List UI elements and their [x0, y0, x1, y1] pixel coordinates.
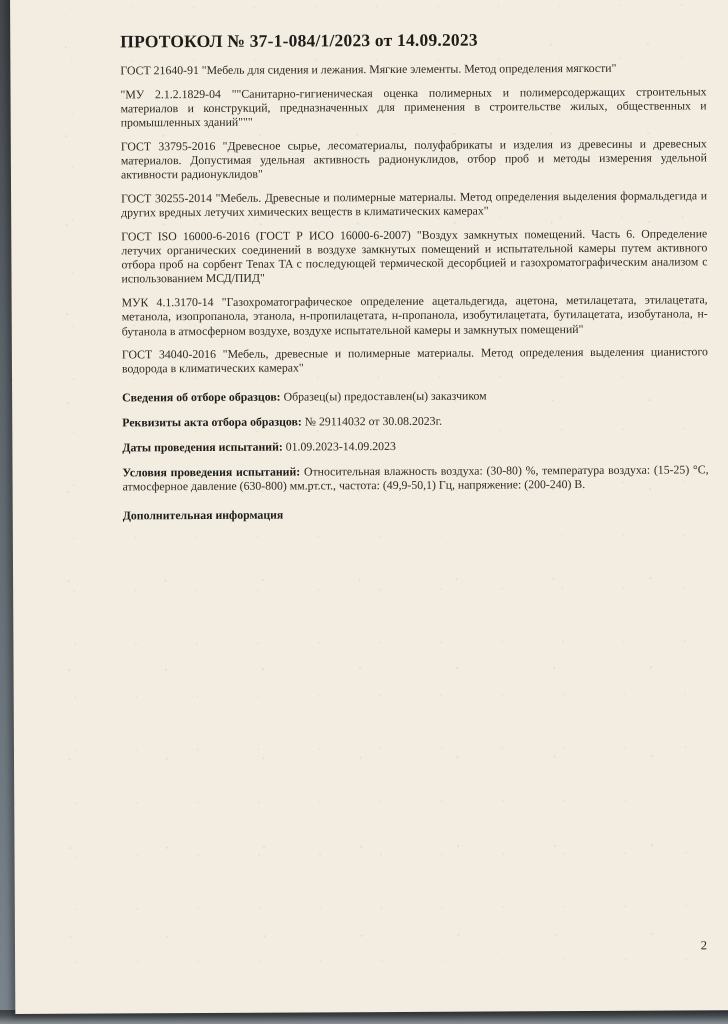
standard-paragraph: "МУ 2.1.2.1829-04 ""Санитарно-гигиеническая оценка полимерных и полимерсодержащих строительных материалов и конструкций, предназначенных для применения в строительстве жилых, общественных и промышленных зданий"""	[120, 84, 707, 130]
standard-paragraph: МУК 4.1.3170-14 "Газохроматографическое определение ацетальдегида, ацетона, метилацетата, этилацетата, метанола, изопропанола, этанола, н-пропилацетата, н-пропанола, изобутилацетата, бутилацетата, изобутанола, н-бутанола в атмосферном воздухе, воздухе испытательной камеры и замкнутых помещений"	[121, 292, 708, 338]
field-value: 01.09.2023-14.09.2023	[285, 439, 396, 454]
field-value: Образец(ы) предоставлен(ы) заказчиком	[283, 388, 487, 404]
standard-paragraph: ГОСТ 30255-2014 "Мебель. Древесные и полимерные материалы. Метод определения выделения формальдегида и других вредных летучих химических веществ в климатических камерах"	[121, 188, 708, 220]
field-test-dates	[122, 437, 708, 454]
standard-paragraph: ГОСТ 34040-2016 "Мебель, древесные и полимерные материалы. Метод определения выделения цианистого водорода в климатических камерах"	[121, 344, 708, 376]
document-page	[10, 0, 728, 1014]
field-sampling-act	[122, 412, 708, 429]
field-value: № 29114032 от 30.08.2023г.	[304, 413, 443, 429]
additional-info-heading: Дополнительная информация	[122, 507, 284, 523]
field-label: Даты проведения испытаний:	[122, 439, 283, 455]
details-block	[122, 387, 709, 494]
document-content	[10, 0, 728, 524]
page-number: 2	[700, 938, 708, 953]
field-label: Сведения об отборе образцов:	[122, 389, 281, 405]
field-sample-info	[122, 387, 708, 404]
standard-paragraph: ГОСТ ISO 16000-6-2016 (ГОСТ Р ИСО 16000-6-2007) "Воздух замкнутых помещений. Часть 6. Определение летучих органических соединений в воздухе замкнутых помещений и испытательной камеры путем активного отбора проб на сорбент Tenax TA с последующей термической десорбцией и газохроматографическим анализом с использованием МСД/ПИД"	[121, 226, 708, 286]
field-value: Относительная влажность воздуха: (30-80) %, температура воздуха: (15-25) °С, атмосферное давление (630-800) мм.рт.ст., частота: (49,9-50,1) Гц, напряжение: (200-240) В.	[122, 462, 709, 494]
field-test-conditions	[122, 463, 708, 494]
standard-paragraph: ГОСТ 21640-91 "Мебель для сидения и лежания. Мягкие элементы. Метод определения мягкости"	[120, 60, 617, 78]
field-label: Реквизиты акта отбора образцов:	[122, 414, 302, 430]
field-label: Условия проведения испытаний:	[122, 464, 301, 480]
page-title: ПРОТОКОЛ № 37-1-084/1/2023 от 14.09.2023	[120, 29, 478, 52]
standard-paragraph: ГОСТ 33795-2016 "Древесное сырье, лесоматериалы, полуфабрикаты и изделия из древесины и древесных материалов. Допустимая удельная активность радионуклидов, отбор проб и методы измерения удельной активности радионуклидов"	[120, 136, 707, 182]
